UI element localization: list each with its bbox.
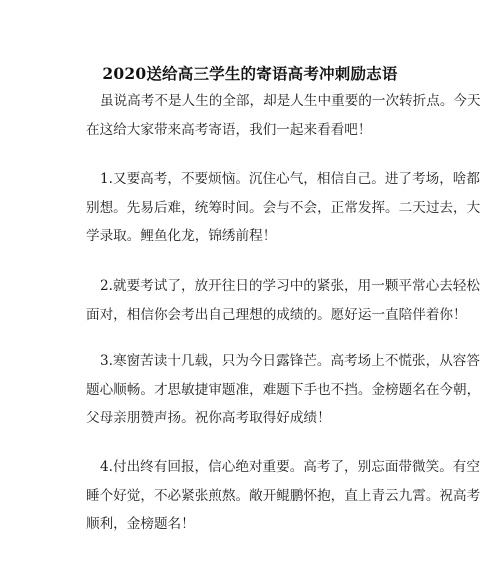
document-title: 2020送给高三学生的寄语高考冲刺励志语 [102, 64, 398, 83]
paragraph-line: 父母亲朋赞声扬。祝你高考取得好成绩！ [86, 410, 331, 426]
paragraph-line: 4.付出终有回报，信心绝对重要。高考了，别忘面带微笑。有空 [100, 459, 480, 475]
paragraph-line: 学录取。鲤鱼化龙，锦绣前程！ [86, 228, 277, 244]
intro-paragraph [86, 87, 481, 144]
blessing-paragraph-1 [86, 165, 481, 251]
paragraph-line: 2.就要考试了，放开往日的学习中的紧张，用一颗平常心去轻松 [100, 278, 480, 294]
blessing-paragraph-4 [86, 453, 481, 539]
paragraph-line: 题心顺畅。才思敏捷审题准，难题下手也不挡。金榜题名在今朝， [86, 381, 481, 398]
blessing-paragraph-2 [86, 272, 480, 329]
paragraph-line: 3.寒窗苦读十几载，只为今日露锋芒。高考场上不慌张，从容答 [100, 353, 480, 369]
paragraph-line: 睡个好觉，不必紧张煎熬。敞开鲲鹏怀抱，直上青云九霄。祝高考 [86, 487, 481, 504]
paragraph-line: 1.又要高考，不要烦恼。沉住心气，相信自己。进了考场，啥都 [100, 171, 480, 187]
paragraph-line: 别想。先易后难，统筹时间。会与不会，正常发挥。二天过去，大 [86, 199, 481, 216]
paragraph-line: 虽说高考不是人生的全部，却是人生中重要的一次转折点。今天 [100, 93, 481, 109]
blessing-paragraph-3 [86, 347, 481, 433]
paragraph-line: 面对，相信你会考出自己理想的成绩的。愿好运一直陪伴着你！ [86, 306, 467, 323]
paragraph-line: 顺利，金榜题名！ [86, 516, 195, 532]
paragraph-line: 在这给大家带来高考寄语，我们一起来看看吧！ [86, 121, 372, 138]
